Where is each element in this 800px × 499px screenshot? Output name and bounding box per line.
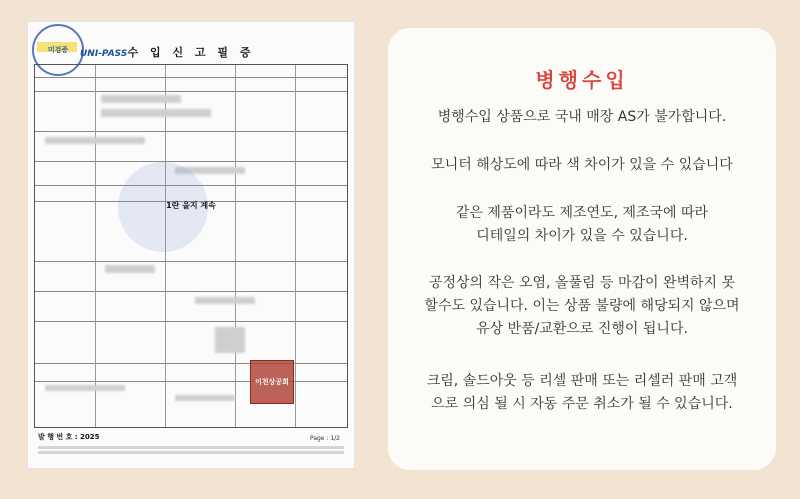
issue-number: 발 행 번 호 : 2025 [38,433,100,441]
fine-print [38,446,344,462]
notice-resale-cancel: 크림, 솔드아웃 등 리셀 판매 또는 리셀러 판매 고객 으로 의심 될 시 자동 주문 취소가 될 수 있습니다. [426,373,738,412]
unverified-stamp: 미검증 [32,24,84,76]
notice-detail-difference: 같은 제품이라도 제조연도, 제조국에 따라 디테일의 차이가 있을 수 있습니다. [455,205,709,244]
official-seal: 이천상공회 [250,360,294,404]
document-title: 수 입 신 고 필 증 [127,46,255,59]
import-declaration-image [28,22,354,468]
declaration-form-grid [34,64,348,428]
notice-color-difference: 모니터 해상도에 따라 색 차이가 있을 수 있습니다 [431,157,733,173]
notice-as-unavailable: 병행수입 상품으로 국내 매장 AS가 불가합니다. [437,109,727,125]
notice-card [388,28,776,470]
page-number: Page : 1/2 [309,435,340,442]
notice-finishing: 공정상의 작은 오염, 올풀림 등 마감이 완벽하지 못 할수도 있습니다. 이는 상품 불량에 해당되지 않으며 유상 반품/교환으로 진행이 됩니다. [424,275,740,337]
card-title: 병행수입 [535,68,629,92]
unipass-logo: UNI-PASS [80,49,128,59]
form-continuation-note: 1란 을지 계속 [166,201,216,210]
